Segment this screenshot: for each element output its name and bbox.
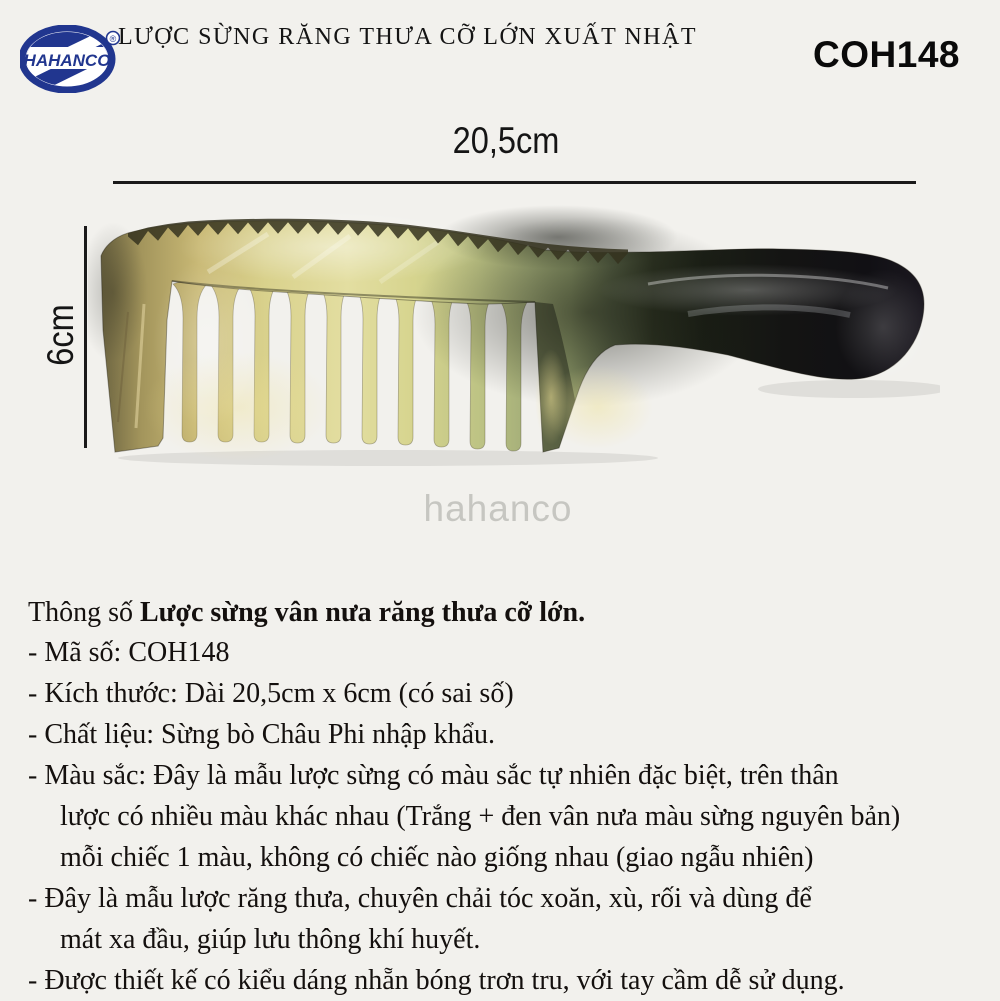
spec-heading-product-name: Lược sừng vân nưa răng thưa cỡ lớn. [140, 597, 586, 628]
length-dimension-line [113, 181, 916, 184]
page-title: LƯỢC SỪNG RĂNG THƯA CỠ LỚN XUẤT NHẬT [118, 24, 697, 50]
hahanco-logo [20, 25, 120, 93]
handle-shadow [758, 380, 940, 398]
spec-line-use-1: - Đây là mẫu lược răng thưa, chuyên chải tóc xoăn, xù, rối và dùng để [28, 883, 812, 914]
sheen [153, 257, 263, 427]
product-photo [88, 192, 940, 482]
logo-text: HAHANCO [23, 51, 111, 70]
spec-line-size: - Kích thước: Dài 20,5cm x 6cm (có sai số) [28, 678, 514, 709]
spec-list [28, 594, 988, 1001]
spec-heading [28, 594, 988, 632]
length-dimension-label: 20,5cm [452, 120, 560, 161]
spec-line-material: - Chất liệu: Sừng bò Châu Phi nhập khẩu. [28, 719, 496, 750]
registered-mark: ® [109, 34, 117, 44]
spec-heading-prefix: Thông số [28, 597, 140, 628]
spec-line-use-2: mát xa đầu, giúp lưu thông khí huyết. [60, 924, 481, 955]
spec-line-code: - Mã số: COH148 [28, 637, 230, 668]
horn-comb-image [88, 192, 940, 482]
hahanco-logo-graphic [20, 25, 120, 93]
gold-streak [543, 365, 653, 449]
height-dimension-line [84, 226, 87, 448]
product-code: COH148 [813, 34, 960, 75]
spec-line-design: - Được thiết kế có kiểu dáng nhẵn bóng trơn tru, với tay cầm dễ sử dụng. [28, 965, 845, 996]
height-dimension-label: 6cm [40, 304, 81, 366]
spec-line-color-2: lược có nhiều màu khác nhau (Trắng + đen vân nưa màu sừng nguyên bản) [60, 801, 901, 832]
watermark: hahanco [423, 488, 573, 529]
spec-line-color-1: - Màu sắc: Đây là mẫu lược sừng có màu sắc tự nhiên đặc biệt, trên thân [28, 760, 839, 791]
spec-line-color-3: mỗi chiếc 1 màu, không có chiếc nào giống nhau (giao ngẫu nhiên) [60, 842, 814, 873]
